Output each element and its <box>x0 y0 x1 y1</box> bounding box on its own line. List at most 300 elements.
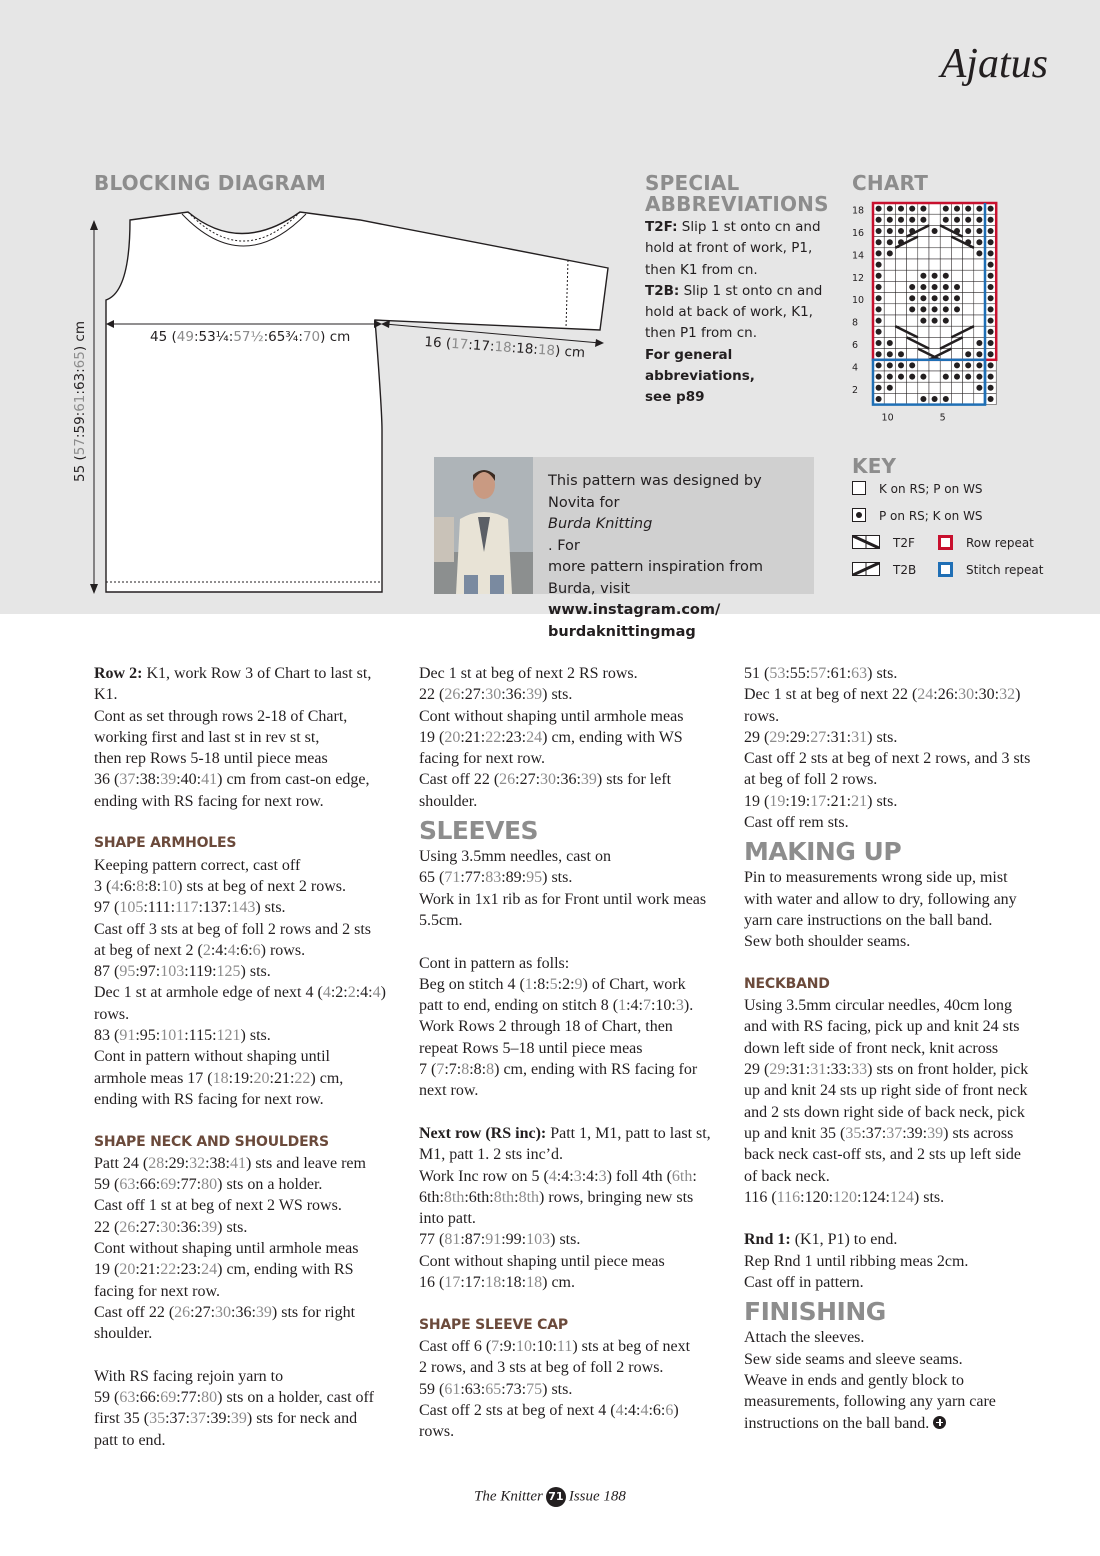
purl-stitch-dot <box>876 362 882 368</box>
text-line: 83 (91:95:101:115:121) sts. <box>94 1027 271 1045</box>
text-line: With RS facing rejoin yarn to <box>94 1367 284 1385</box>
purl-stitch-dot <box>976 340 982 346</box>
chart-cell <box>963 393 974 404</box>
text-line: Cont without shaping until armhole meas <box>94 1240 359 1258</box>
chart-cell <box>929 360 940 371</box>
purl-stitch-dot <box>898 362 904 368</box>
width-measurement: 45 (49:53¼:57½:65¾:70) cm <box>150 329 351 345</box>
text-line: up and knit 35 (35:37:37:39:39) sts across <box>744 1124 1014 1142</box>
chart-cell <box>940 237 951 248</box>
chart-cell <box>929 337 940 348</box>
purl-stitch-dot <box>988 284 994 290</box>
chart-row-number: 6 <box>852 340 859 352</box>
model-photo <box>434 457 533 594</box>
purl-stitch-dot <box>988 385 994 391</box>
text-line: shoulder. <box>94 1325 153 1343</box>
purl-stitch-dot <box>965 217 971 223</box>
purl-stitch-dot <box>988 351 994 357</box>
purl-stitch-dot <box>920 374 926 380</box>
text-line: first 35 (35:37:37:39:39) sts for neck and <box>94 1410 358 1428</box>
text-line: next row. <box>419 1082 479 1100</box>
purl-stitch-dot <box>887 250 893 256</box>
purl-stitch-dot <box>932 284 938 290</box>
purl-stitch-dot <box>943 306 949 312</box>
text-line: rows. <box>419 1423 455 1441</box>
sleeves-heading: SLEEVES <box>419 816 539 846</box>
purl-stitch-dot <box>988 306 994 312</box>
purl-stitch-dot <box>943 295 949 301</box>
purl-stitch-dot <box>988 206 994 212</box>
chart-cell <box>907 315 918 326</box>
text-line: Dec 1 st at beg of next 2 RS rows. <box>419 665 638 682</box>
purl-stitch-dot <box>965 206 971 212</box>
chart-cell <box>963 270 974 281</box>
chart-cell <box>951 270 962 281</box>
spacer <box>94 1110 404 1131</box>
text-line: Weave in ends and gently block to <box>744 1371 964 1389</box>
purl-stitch-dot <box>909 206 915 212</box>
chart-cell <box>884 270 895 281</box>
text-line: Patt 24 (28:29:32:38:41) sts and leave rem <box>94 1154 366 1172</box>
text-line: at beg of next 2 (2:4:4:6:6) rows. <box>94 941 306 959</box>
chart-row-number: 4 <box>852 362 859 374</box>
purl-stitch-dot <box>932 396 938 402</box>
spacer <box>419 931 729 952</box>
text-line: back neck cast-off sts, and 2 sts up left side <box>744 1146 1021 1164</box>
text-line: Cast off 22 (26:27:30:36:39) sts for left <box>419 771 672 789</box>
chart-cell <box>963 337 974 348</box>
text-line: 19 (20:21:22:23:24) cm, ending with RS <box>94 1261 354 1279</box>
chart-cell <box>963 293 974 304</box>
sleeve-measurement: 16 (17:17:18:18:18) cm <box>423 334 586 362</box>
purl-stitch-dot <box>920 306 926 312</box>
text-line: Row 2: K1, work Row 3 of Chart to last st, <box>94 665 372 682</box>
chart-cell <box>895 281 906 292</box>
chart-cell <box>940 259 951 270</box>
chart-cell <box>907 349 918 360</box>
chart-row-number: 14 <box>852 250 865 262</box>
text-line: Dec 1 st at armhole edge of next 4 (4:2:2:4:4) <box>94 984 386 1002</box>
text-line: Attach the sleeves. <box>744 1329 865 1347</box>
text-line: 3 (4:6:8:8:10) sts at beg of next 2 rows. <box>94 877 346 895</box>
row-repeat-symbol <box>938 535 953 550</box>
promo-text: This pattern was designed by Novita for Burda Knitting . For more pattern inspiration from Burda, visit www.instagram.com/ burdaknittingmag <box>548 473 764 640</box>
purl-stitch-dot <box>909 217 915 223</box>
text-line: facing for next row. <box>419 750 546 768</box>
purl-stitch-dot <box>898 217 904 223</box>
text-line: 16 (17:17:18:18:18) cm. <box>419 1274 575 1292</box>
text-line: Work Rows 2 through 18 of Chart, then <box>419 1018 673 1036</box>
text-line: 59 (61:63:65:73:75) sts. <box>419 1380 573 1398</box>
text-line: Cast off rem sts. <box>744 814 849 832</box>
purl-stitch-dot <box>988 239 994 245</box>
instagram-link-cont[interactable]: burdaknittingmag <box>548 623 696 640</box>
purl-stitch-dot <box>954 284 960 290</box>
finishing-heading: FINISHING <box>744 1297 886 1327</box>
chart-column-number: 10 <box>881 412 894 424</box>
purl-stitch-dot <box>876 385 882 391</box>
chart-row-number: 18 <box>852 205 865 217</box>
chart-cell <box>895 293 906 304</box>
chart-cell <box>895 382 906 393</box>
text-line: Cast off in pattern. <box>744 1274 864 1292</box>
chart-cell <box>918 259 929 270</box>
spacer <box>744 1208 1064 1229</box>
chart-cell <box>907 248 918 259</box>
chart-column-numbers <box>882 413 946 424</box>
purl-stitch-dot <box>954 362 960 368</box>
instagram-link[interactable]: www.instagram.com/ <box>548 602 721 618</box>
column-3 <box>744 663 1064 1434</box>
purl-stitch-dot <box>898 206 904 212</box>
purl-stitch-dot <box>932 295 938 301</box>
t2b-symbol <box>852 562 880 576</box>
shape-armholes-heading: SHAPE ARMHOLES <box>94 835 237 852</box>
purl-stitch-dot <box>909 295 915 301</box>
purl-stitch-dot <box>887 228 893 234</box>
chart-cell <box>884 259 895 270</box>
purl-stitch-dot <box>954 295 960 301</box>
purl-stitch-dot <box>943 217 949 223</box>
text-line: 65 (71:77:83:89:95) sts. <box>419 869 573 887</box>
text-line: Rnd 1: (K1, P1) to end. <box>744 1231 898 1249</box>
chart-cell <box>884 315 895 326</box>
purl-stitch-dot <box>909 362 915 368</box>
chart-cell <box>929 203 940 214</box>
text-line: Cast off 2 sts at beg of next 4 (4:4:4:6:6) <box>419 1401 679 1419</box>
text-line: Beg on stitch 4 (1:8:5:2:9) of Chart, work <box>419 975 686 993</box>
purl-stitch-dot <box>876 340 882 346</box>
text-line: 2 rows, and 3 sts at beg of foll 2 rows. <box>419 1359 664 1377</box>
chart-cell <box>940 382 951 393</box>
purl-stitch-dot <box>943 206 949 212</box>
text-line: yarn care instructions on the ball band. <box>744 911 993 929</box>
chart-cell <box>929 248 940 259</box>
text-line: 116 (116:120:120:124:124) sts. <box>744 1188 945 1206</box>
text-line: patt to end, ending on stitch 8 (1:4:7:10:3). <box>419 997 694 1015</box>
chart-cell <box>918 382 929 393</box>
text-line: Sew side seams and sleeve seams. <box>744 1350 963 1368</box>
text-line: K1. <box>94 686 118 704</box>
purl-stitch-dot <box>932 228 938 234</box>
chart-cell <box>963 248 974 259</box>
chart-cell <box>974 270 985 281</box>
chart-cell <box>884 304 895 315</box>
chart-cell <box>884 293 895 304</box>
text-line: 36 (37:38:39:40:41) cm from cast-on edge, <box>94 771 370 789</box>
text-line: Cast off 1 st at beg of next 2 WS rows. <box>94 1197 342 1215</box>
purl-stitch-dot <box>876 250 882 256</box>
text-line: Pin to measurements wrong side up, mist <box>744 869 1008 887</box>
text-line: patt to end. <box>94 1431 166 1449</box>
chart-cell <box>963 304 974 315</box>
purl-stitch-dot <box>876 284 882 290</box>
text-line: measurements, following any yarn care <box>744 1393 996 1411</box>
page-number: 71 <box>546 1487 566 1507</box>
purl-stitch-dot <box>965 351 971 357</box>
purl-stitch-dot <box>988 396 994 402</box>
chart-cell <box>884 326 895 337</box>
chart-cell <box>940 248 951 259</box>
chart-grid <box>873 203 996 405</box>
chart-cell <box>951 259 962 270</box>
pattern-title: Ajatus <box>940 41 1048 87</box>
chart-cell <box>963 259 974 270</box>
text-line: 59 (63:66:69:77:80) sts on a holder. <box>94 1176 323 1194</box>
text-line: down left side of front neck, knit across <box>744 1039 999 1057</box>
purl-stitch-dot <box>876 374 882 380</box>
chart-cell <box>951 393 962 404</box>
purl-stitch-dot <box>954 374 960 380</box>
text-line: Work Inc row on 5 (4:4:3:4:3) foll 4th (6th: <box>419 1167 697 1185</box>
chart-cell <box>929 326 940 337</box>
purl-stitch-dot <box>887 217 893 223</box>
chart-cell <box>963 315 974 326</box>
text-line: and with RS facing, pick up and knit 24 sts <box>744 1018 1020 1036</box>
text-line: Cast off 3 sts at beg of foll 2 rows and 2 sts <box>94 920 372 938</box>
purl-stitch-dot <box>876 329 882 335</box>
text-line: ending with RS facing for next row. <box>94 792 324 810</box>
text-line: 5.5cm. <box>419 911 463 929</box>
text-line: instructions on the ball band. <box>744 1413 1064 1434</box>
spacer <box>94 812 404 833</box>
abbreviations-text: T2F: Slip 1 st onto cn and hold at front of work, P1, then K1 from cn. T2B: Slip 1 st onto cn and hold at back of work, K1, then P1 from cn. For general abbreviations, see p89 <box>645 219 823 406</box>
chart-cell <box>895 337 906 348</box>
text-line: of back neck. <box>744 1167 830 1185</box>
spacer <box>419 1102 729 1123</box>
chart-cell <box>951 248 962 259</box>
purl-stitch-dot <box>876 273 882 279</box>
text-line: Cont in pattern without shaping until <box>94 1048 330 1066</box>
purl-stitch-dot <box>976 374 982 380</box>
chart-cell <box>974 304 985 315</box>
purl-stitch-dot <box>988 217 994 223</box>
chart-cell <box>974 281 985 292</box>
text-line: Cast off 6 (7:9:10:10:11) sts at beg of next <box>419 1337 691 1355</box>
purl-stitch-dot <box>898 351 904 357</box>
text-line: Using 3.5mm needles, cast on <box>419 848 611 866</box>
purl-symbol <box>852 508 866 522</box>
text-line: 19 (19:19:17:21:21) sts. <box>744 792 898 810</box>
purl-stitch-dot <box>920 206 926 212</box>
chart-cell <box>895 259 906 270</box>
purl-stitch-dot <box>876 206 882 212</box>
chart-cell <box>918 248 929 259</box>
chart-cell <box>974 259 985 270</box>
purl-stitch-dot <box>988 250 994 256</box>
column-2 <box>419 663 729 1442</box>
chart-cell <box>940 360 951 371</box>
chart-cell <box>907 393 918 404</box>
knit-symbol <box>852 481 866 495</box>
purl-stitch-dot <box>943 273 949 279</box>
purl-stitch-dot <box>988 362 994 368</box>
text-line: 6th:8th:6th:8th:8th) rows, bringing new sts <box>419 1188 694 1206</box>
text-line: Cont without shaping until piece meas <box>419 1252 665 1270</box>
stitch-repeat-symbol <box>938 562 953 577</box>
purl-stitch-dot <box>876 228 882 234</box>
purl-stitch-dot <box>988 340 994 346</box>
text-line: rows. <box>744 707 780 725</box>
text-line: Cont without shaping until armhole meas <box>419 707 684 725</box>
chart-cell <box>895 315 906 326</box>
purl-stitch-dot <box>909 374 915 380</box>
chart-cell <box>974 326 985 337</box>
text-line: 22 (26:27:30:36:39) sts. <box>94 1218 248 1236</box>
chart-cell <box>929 214 940 225</box>
chart-row-numbers <box>852 206 864 396</box>
purl-stitch-dot <box>920 217 926 223</box>
purl-stitch-dot <box>898 228 904 234</box>
purl-stitch-dot <box>943 318 949 324</box>
purl-stitch-dot <box>887 206 893 212</box>
text-line: 7 (7:7:8:8:8) cm, ending with RS facing for <box>419 1061 698 1079</box>
purl-stitch-dot <box>876 318 882 324</box>
purl-stitch-dot <box>988 318 994 324</box>
purl-stitch-dot <box>909 306 915 312</box>
chart-cell <box>951 315 962 326</box>
chart-cell <box>929 371 940 382</box>
chart-cell <box>907 270 918 281</box>
purl-stitch-dot <box>976 239 982 245</box>
chart-cell <box>929 382 940 393</box>
text-line: M1, patt 1. 2 sts inc’d. <box>419 1146 563 1164</box>
chart-cell <box>951 349 962 360</box>
text-line: then rep Rows 5-18 until piece meas <box>94 750 328 768</box>
purl-stitch-dot <box>887 385 893 391</box>
purl-stitch-dot <box>920 273 926 279</box>
purl-stitch-dot <box>876 396 882 402</box>
text-line: 77 (81:87:91:99:103) sts. <box>419 1231 581 1249</box>
purl-stitch-dot <box>876 262 882 268</box>
abbreviations-heading: SPECIAL ABBREVIATIONS <box>645 171 829 216</box>
text-line: Cont in pattern as folls: <box>419 954 570 972</box>
text-line: repeat Rows 5–18 until piece meas <box>419 1039 643 1057</box>
text-line: 59 (63:66:69:77:80) sts on a holder, cast off <box>94 1389 374 1407</box>
purl-stitch-dot <box>932 273 938 279</box>
knitting-chart <box>840 195 1010 430</box>
chart-cell <box>918 360 929 371</box>
purl-stitch-dot <box>976 385 982 391</box>
text-line: working first and last st in rev st st, <box>94 728 320 746</box>
purl-stitch-dot <box>954 306 960 312</box>
purl-stitch-dot <box>909 284 915 290</box>
chart-row-number: 16 <box>852 228 865 240</box>
text-line: Cont as set through rows 2-18 of Chart, <box>94 707 348 725</box>
purl-stitch-dot <box>988 273 994 279</box>
purl-stitch-dot <box>988 295 994 301</box>
purl-stitch-dot <box>887 374 893 380</box>
column-1 <box>94 663 404 1451</box>
chart-cell <box>884 281 895 292</box>
key-heading: KEY <box>852 454 897 478</box>
purl-stitch-dot <box>965 374 971 380</box>
purl-stitch-dot <box>988 374 994 380</box>
purl-stitch-dot <box>954 217 960 223</box>
purl-stitch-dot <box>932 318 938 324</box>
page-footer: The Knitter 71 Issue 188 <box>0 1487 1100 1507</box>
purl-stitch-dot <box>943 374 949 380</box>
purl-stitch-dot <box>876 351 882 357</box>
purl-stitch-dot <box>965 362 971 368</box>
purl-stitch-dot <box>943 284 949 290</box>
neckband-heading: NECKBAND <box>744 975 830 992</box>
chart-cell <box>963 281 974 292</box>
purl-stitch-dot <box>988 329 994 335</box>
purl-stitch-dot <box>954 206 960 212</box>
chart-heading: CHART <box>852 171 929 195</box>
purl-stitch-dot <box>976 228 982 234</box>
text-line: with water and allow to dry, following any <box>744 890 1017 908</box>
purl-stitch-dot <box>887 351 893 357</box>
text-line: Work in 1x1 rib as for Front until work meas <box>419 890 707 908</box>
length-measurement: 55 (57:59:61:63:65) cm <box>72 320 88 482</box>
text-line: 19 (20:21:22:23:24) cm, ending with WS <box>419 728 683 746</box>
purl-stitch-dot <box>876 217 882 223</box>
text-line: Rep Rnd 1 until ribbing meas 2cm. <box>744 1252 969 1270</box>
text-line: and 2 sts down right side of back neck, pick <box>744 1103 1025 1121</box>
purl-stitch-dot <box>920 318 926 324</box>
spacer <box>94 1345 404 1366</box>
chart-row-number: 12 <box>852 272 865 284</box>
purl-stitch-dot <box>976 351 982 357</box>
chart-cell <box>974 393 985 404</box>
purl-stitch-dot <box>887 362 893 368</box>
chart-cell <box>918 326 929 337</box>
purl-stitch-dot <box>887 340 893 346</box>
purl-stitch-dot <box>988 228 994 234</box>
chart-cell <box>907 259 918 270</box>
purl-stitch-dot <box>976 250 982 256</box>
text-line: 22 (26:27:30:36:39) sts. <box>419 686 573 704</box>
chart-cell <box>963 382 974 393</box>
making-up-heading: MAKING UP <box>744 837 902 867</box>
chart-cell <box>895 248 906 259</box>
purl-stitch-dot <box>920 284 926 290</box>
chart-cell <box>929 259 940 270</box>
purl-stitch-dot <box>976 362 982 368</box>
text-line: up and knit 24 sts up right side of front neck <box>744 1082 1028 1100</box>
purl-stitch-dot <box>988 262 994 268</box>
purl-stitch-dot <box>876 295 882 301</box>
purl-stitch-dot <box>920 396 926 402</box>
purl-stitch-dot <box>976 217 982 223</box>
designer-promo-box <box>434 457 814 640</box>
text-line: ending with RS facing for next row. <box>94 1090 324 1108</box>
spacer <box>419 1293 729 1314</box>
text-line: 87 (95:97:103:119:125) sts. <box>94 963 271 981</box>
chart-cell <box>918 237 929 248</box>
chart-column-number: 5 <box>939 412 946 424</box>
chart-cell <box>895 304 906 315</box>
chart-cell <box>951 382 962 393</box>
text-line: shoulder. <box>419 792 478 810</box>
purl-stitch-dot <box>876 239 882 245</box>
text-line: facing for next row. <box>94 1282 221 1300</box>
text-line: at beg of foll 2 rows. <box>744 771 878 789</box>
spacer <box>744 953 1064 974</box>
text-line: Next row (RS inc): Patt 1, M1, patt to last st, <box>419 1124 711 1142</box>
chart-cell <box>907 382 918 393</box>
chart-cell <box>974 293 985 304</box>
text-line: Dec 1 st at beg of next 22 (24:26:30:30:32) <box>744 686 1021 704</box>
text-line: Cast off 2 sts at beg of next 2 rows, and 3 sts <box>744 750 1031 768</box>
purl-stitch-dot <box>898 374 904 380</box>
purl-stitch-dot <box>887 239 893 245</box>
purl-stitch-dot <box>943 396 949 402</box>
shape-sleeve-cap-heading: SHAPE SLEEVE CAP <box>419 1316 568 1333</box>
purl-stitch-dot <box>976 206 982 212</box>
